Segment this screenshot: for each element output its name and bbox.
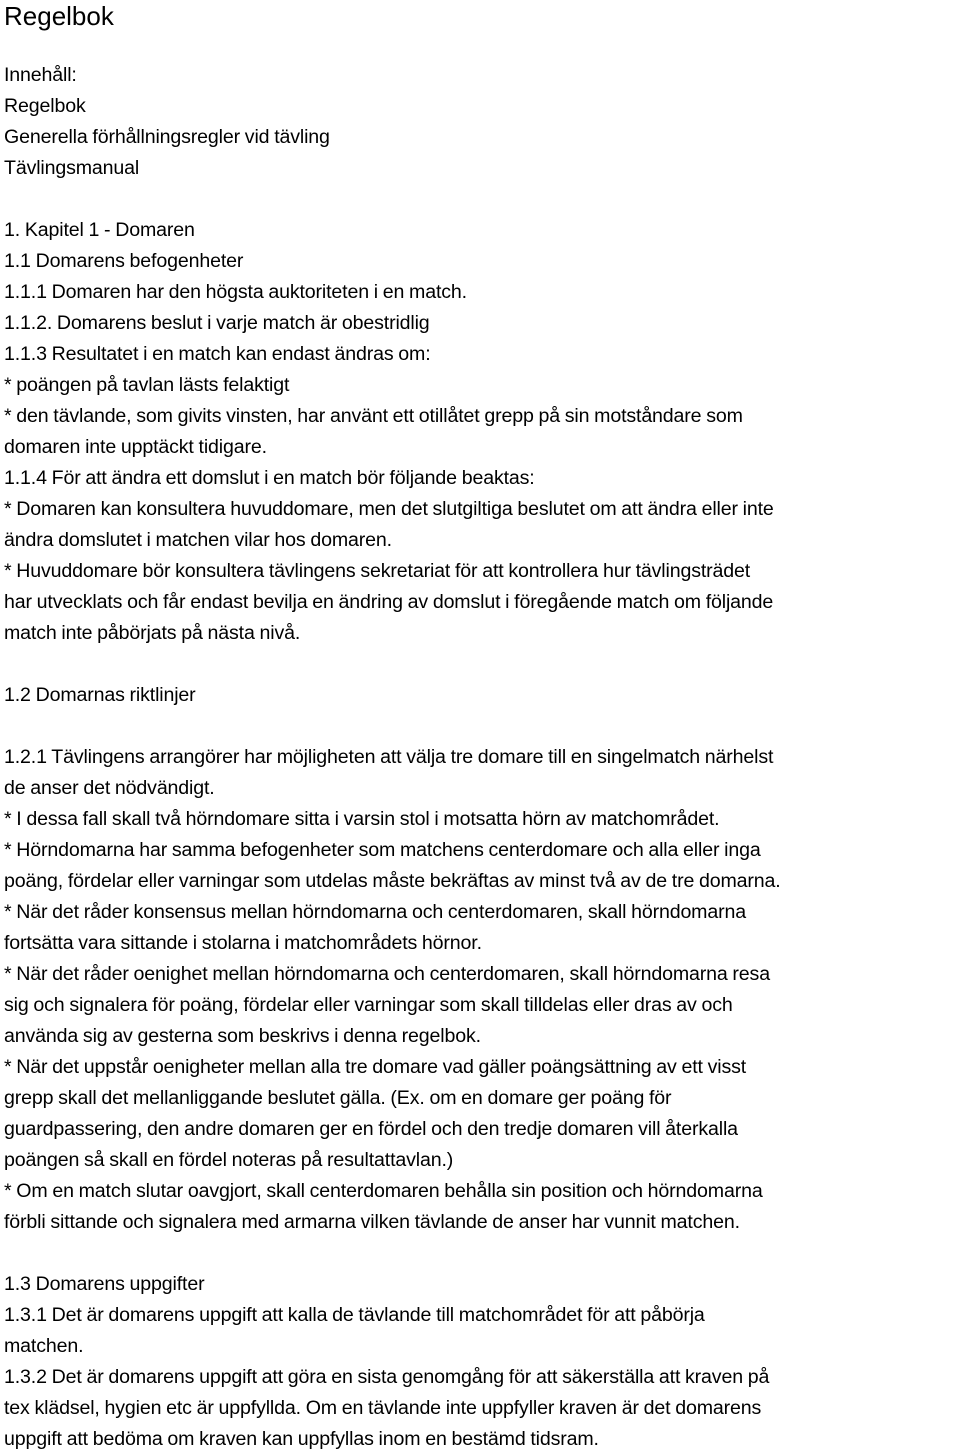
toc-item: Regelbok [4, 95, 86, 117]
document-title: Regelbok [4, 1, 114, 31]
text-line: 1.1.4 För att ändra ett domslut i en match bör följande beaktas: [4, 467, 535, 489]
text-line: 1.2 Domarnas riktlinjer [4, 684, 196, 706]
text-line: 1.1.3 Resultatet i en match kan endast ändras om: [4, 343, 431, 365]
text-line: * den tävlande, som givits vinsten, har använt ett otillåtet grepp på sin motståndare som [4, 405, 743, 427]
text-line: de anser det nödvändigt. [4, 777, 215, 799]
toc-item: Generella förhållningsregler vid tävling [4, 126, 330, 148]
text-line: tex klädsel, hygien etc är uppfyllda. Om en tävlande inte uppfyller kraven är det domarens [4, 1397, 762, 1419]
text-line: 1.1.1 Domaren har den högsta auktoriteten i en match. [4, 281, 467, 303]
text-line: * Hörndomarna har samma befogenheter som matchens centerdomare och alla eller inga [4, 839, 761, 861]
text-line: * Om en match slutar oavgjort, skall centerdomaren behålla sin position och hörndomarna [4, 1180, 763, 1202]
text-line: * I dessa fall skall två hörndomare sitta i varsin stol i motsatta hörn av matchområdet. [4, 808, 720, 830]
toc-heading: Innehåll: [4, 64, 77, 86]
text-line: använda sig av gesterna som beskrivs i denna regelbok. [4, 1025, 481, 1047]
text-line: match inte påbörjats på nästa nivå. [4, 622, 301, 644]
blank-line [4, 1238, 956, 1269]
table-of-contents [4, 60, 956, 184]
document-body [4, 184, 956, 1455]
text-line: uppgift att bedöma om kraven kan uppfyllas inom en bestämd tidsram. [4, 1428, 599, 1450]
text-line: 1.3.2 Det är domarens uppgift att göra en sista genomgång för att säkerställa att kraven på [4, 1366, 770, 1388]
text-line: matchen. [4, 1335, 84, 1357]
text-line: fortsätta vara sittande i stolarna i matchområdets hörnor. [4, 932, 482, 954]
blank-line [4, 711, 956, 742]
text-line: 1.3.1 Det är domarens uppgift att kalla de tävlande till matchområdet för att påbörja [4, 1304, 705, 1326]
text-line: 1. Kapitel 1 - Domaren [4, 219, 195, 241]
text-line: 1.1 Domarens befogenheter [4, 250, 244, 272]
blank-line [4, 184, 956, 215]
text-line: 1.1.2. Domarens beslut i varje match är obestridlig [4, 312, 430, 334]
toc-item: Tävlingsmanual [4, 157, 140, 179]
text-line: ändra domslutet i matchen vilar hos domaren. [4, 529, 392, 551]
text-line: sig och signalera för poäng, fördelar eller varningar som skall tilldelas eller dras av och [4, 994, 733, 1016]
text-line: 1.3 Domarens uppgifter [4, 1273, 205, 1295]
text-line: poäng, fördelar eller varningar som utdelas måste bekräftas av minst två av de tre domarna. [4, 870, 781, 892]
text-line: grepp skall det mellanliggande beslutet gälla. (Ex. om en domare ger poäng för [4, 1087, 672, 1109]
text-line: 1.2.1 Tävlingens arrangörer har möjligheten att välja tre domare till en singelmatch närhelst [4, 746, 774, 768]
text-line: * När det råder oenighet mellan hörndomarna och centerdomaren, skall hörndomarna resa [4, 963, 770, 985]
text-line: * poängen på tavlan lästs felaktigt [4, 374, 290, 396]
blank-line [4, 649, 956, 680]
text-line: * Domaren kan konsultera huvuddomare, men det slutgiltiga beslutet om att ändra eller inte [4, 498, 774, 520]
text-line: guardpassering, den andre domaren ger en fördel och den tredje domaren vill återkalla [4, 1118, 738, 1140]
text-line: har utvecklats och får endast bevilja en ändring av domslut i föregående match om följande [4, 591, 774, 613]
text-line: poängen så skall en fördel noteras på resultattavlan.) [4, 1149, 454, 1171]
text-line: * Huvuddomare bör konsultera tävlingens sekretariat för att kontrollera hur tävlingsträdet [4, 560, 751, 582]
text-line: domaren inte upptäckt tidigare. [4, 436, 267, 458]
text-line: * När det uppstår oenigheter mellan alla tre domare vad gäller poängsättning av ett visst [4, 1056, 747, 1078]
text-line: förbli sittande och signalera med armarna vilken tävlande de anser har vunnit matchen. [4, 1211, 740, 1233]
text-line: * När det råder konsensus mellan hörndomarna och centerdomaren, skall hörndomarna [4, 901, 746, 923]
